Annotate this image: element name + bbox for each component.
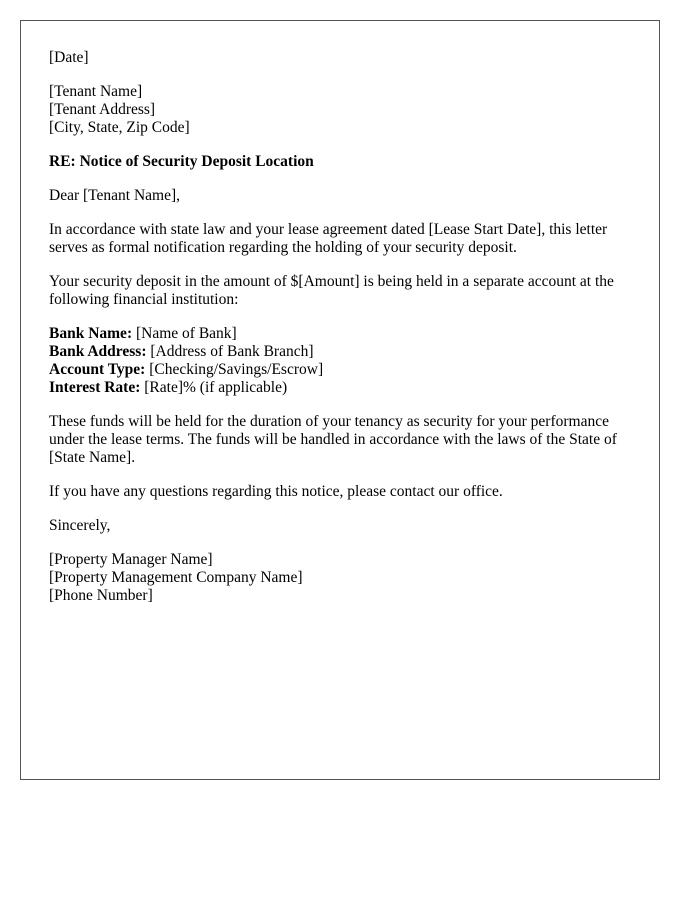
salutation-block	[49, 187, 631, 205]
recipient-address-block	[49, 83, 631, 137]
account-type-value: [Checking/Savings/Escrow]	[149, 361, 324, 378]
interest-rate-label: Interest Rate:	[49, 379, 141, 396]
date-text: [Date]	[49, 49, 89, 66]
paragraph-lease-notice: In accordance with state law and your lease agreement dated [Lease Start Date], this letter serves as formal notification regarding the holding of your security deposit.	[49, 221, 608, 256]
bank-address-label: Bank Address:	[49, 343, 147, 360]
paragraph-funds-handling: These funds will be held for the duration of your tenancy as security for your performance under the lease terms. The funds will be handled in accordance with the laws of the State of [State Name].	[49, 413, 617, 466]
bank-name-row	[49, 325, 631, 343]
recipient-name: [Tenant Name]	[49, 83, 143, 100]
signature-company-name: [Property Management Company Name]	[49, 569, 303, 586]
bank-name-label: Bank Name:	[49, 325, 133, 342]
recipient-city-state-zip: [City, State, Zip Code]	[49, 119, 190, 136]
bank-details-block	[49, 325, 631, 397]
account-type-label: Account Type:	[49, 361, 146, 378]
interest-rate-row	[49, 379, 631, 397]
closing-block	[49, 517, 631, 535]
letter-date	[49, 49, 631, 67]
signature-phone: [Phone Number]	[49, 587, 153, 604]
bank-address-value: [Address of Bank Branch]	[150, 343, 314, 360]
signature-manager-name: [Property Manager Name]	[49, 551, 213, 568]
recipient-address: [Tenant Address]	[49, 101, 156, 118]
account-type-row	[49, 361, 631, 379]
subject-line: RE: Notice of Security Deposit Location	[49, 153, 314, 170]
closing: Sincerely,	[49, 517, 111, 534]
paragraph-questions: If you have any questions regarding this notice, please contact our office.	[49, 483, 503, 500]
letter-page	[20, 20, 660, 780]
subject-line-block	[49, 153, 631, 171]
signature-block	[49, 551, 631, 605]
interest-rate-value: [Rate]% (if applicable)	[144, 379, 288, 396]
bank-address-row	[49, 343, 631, 361]
paragraph-deposit-amount: Your security deposit in the amount of $[Amount] is being held in a separate account at the following financial institution:	[49, 273, 614, 308]
salutation: Dear [Tenant Name],	[49, 187, 181, 204]
bank-name-value: [Name of Bank]	[135, 325, 237, 342]
